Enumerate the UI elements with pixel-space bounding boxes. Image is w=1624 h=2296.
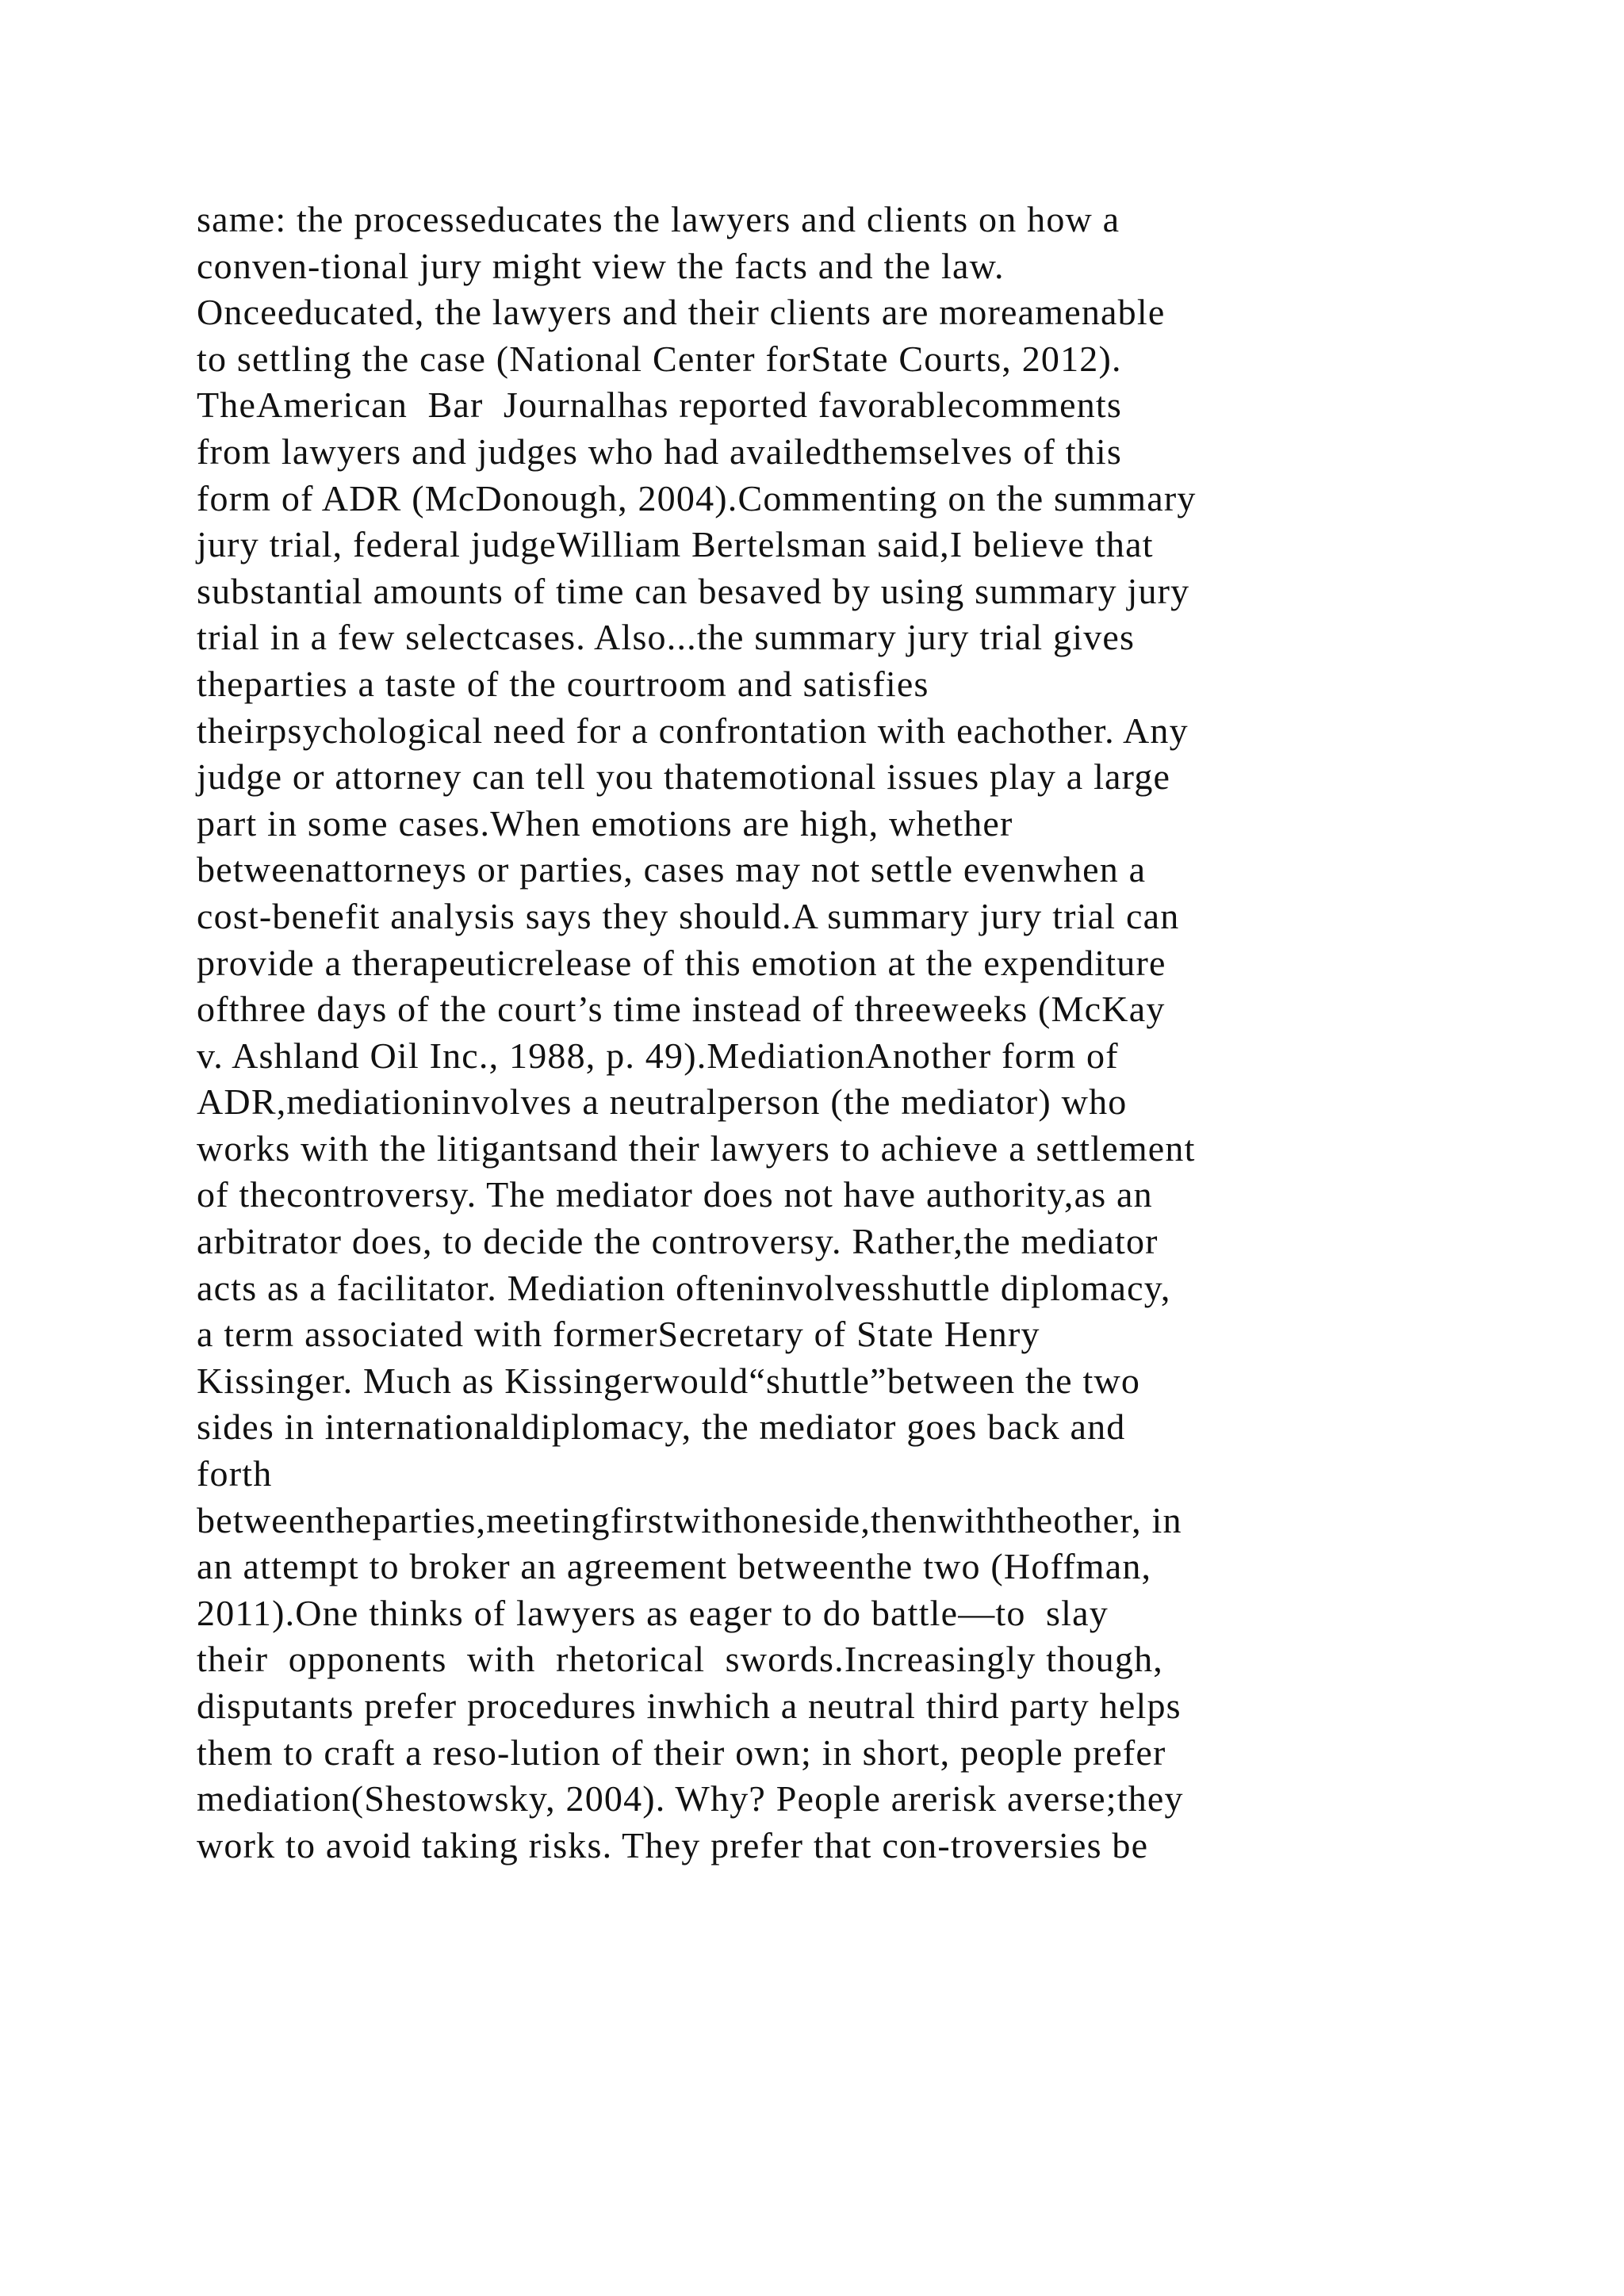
- text-line: from lawyers and judges who had availedthemselves of this: [197, 430, 1123, 472]
- text-line: conven-tional jury might view the facts and the law.: [197, 245, 1005, 286]
- body-text: [197, 197, 1529, 1869]
- text-line: v. Ashland Oil Inc., 1988, p. 49).MediationAnother form of: [197, 1035, 1119, 1076]
- text-line: betweenattorneys or parties, cases may not settle evenwhen a: [197, 849, 1147, 890]
- text-line: mediation(Shestowsky, 2004). Why? People arerisk averse;they: [197, 1778, 1184, 1820]
- text-line: Onceeducated, the lawyers and their clients are moreamenable: [197, 292, 1166, 333]
- text-line: jury trial, federal judgeWilliam Bertelsman said,I believe that: [197, 524, 1154, 565]
- text-line: forth: [197, 1453, 273, 1494]
- text-line: a term associated with formerSecretary of State Henry: [197, 1314, 1040, 1355]
- text-line: sides in internationaldiplomacy, the mediator goes back and: [197, 1406, 1126, 1448]
- text-line: acts as a facilitator. Mediation ofteninvolvesshuttle diplomacy,: [197, 1267, 1171, 1308]
- text-line: Kissinger. Much as Kissingerwould“shuttle”between the two: [197, 1360, 1141, 1401]
- text-line: part in some cases.When emotions are high, whether: [197, 802, 1013, 844]
- text-line: an attempt to broker an agreement betweenthe two (Hoffman,: [197, 1546, 1152, 1587]
- text-line: works with the litigantsand their lawyers to achieve a settlement: [197, 1127, 1196, 1169]
- text-line: of thecontroversy. The mediator does not have authority,as an: [197, 1174, 1153, 1215]
- text-line: trial in a few selectcases. Also...the summary jury trial gives: [197, 617, 1136, 658]
- text-line: substantial amounts of time can besaved by using summary jury: [197, 570, 1190, 611]
- text-line: arbitrator does, to decide the controversy. Rather,the mediator: [197, 1221, 1159, 1262]
- text-line: ofthree days of the court’s time instead of threeweeks (McKay: [197, 989, 1166, 1030]
- text-line: provide a therapeuticrelease of this emotion at the expenditure: [197, 942, 1166, 983]
- text-line: disputants prefer procedures inwhich a neutral third party helps: [197, 1686, 1182, 1726]
- text-line: 2011).One thinks of lawyers as eager to do battle—to slay: [197, 1592, 1109, 1633]
- text-line: TheAmerican Bar Journalhas reported favorablecomments: [197, 385, 1123, 426]
- text-line: betweentheparties,meetingfirstwithoneside,thenwiththeother, in: [197, 1499, 1182, 1540]
- text-line: them to craft a reso-lution of their own; in short, people prefer: [197, 1732, 1166, 1773]
- text-line: judge or attorney can tell you thatemotional issues play a large: [197, 756, 1171, 798]
- text-line: work to avoid taking risks. They prefer that con-troversies be: [197, 1824, 1149, 1866]
- text-line: theirpsychological need for a confrontation with eachother. Any: [197, 710, 1189, 751]
- text-line: to settling the case (National Center forState Courts, 2012).: [197, 338, 1122, 379]
- text-line: their opponents with rhetorical swords.Increasingly though,: [197, 1639, 1163, 1680]
- text-line: cost-benefit analysis says they should.A summary jury trial can: [197, 895, 1180, 936]
- text-line: form of ADR (McDonough, 2004).Commenting on the summary: [197, 477, 1197, 519]
- text-line: theparties a taste of the courtroom and satisfies: [197, 663, 929, 704]
- text-line: ADR,mediationinvolves a neutralperson (the mediator) who: [197, 1081, 1128, 1123]
- text-line: same: the processeducates the lawyers and clients on how a: [197, 199, 1120, 239]
